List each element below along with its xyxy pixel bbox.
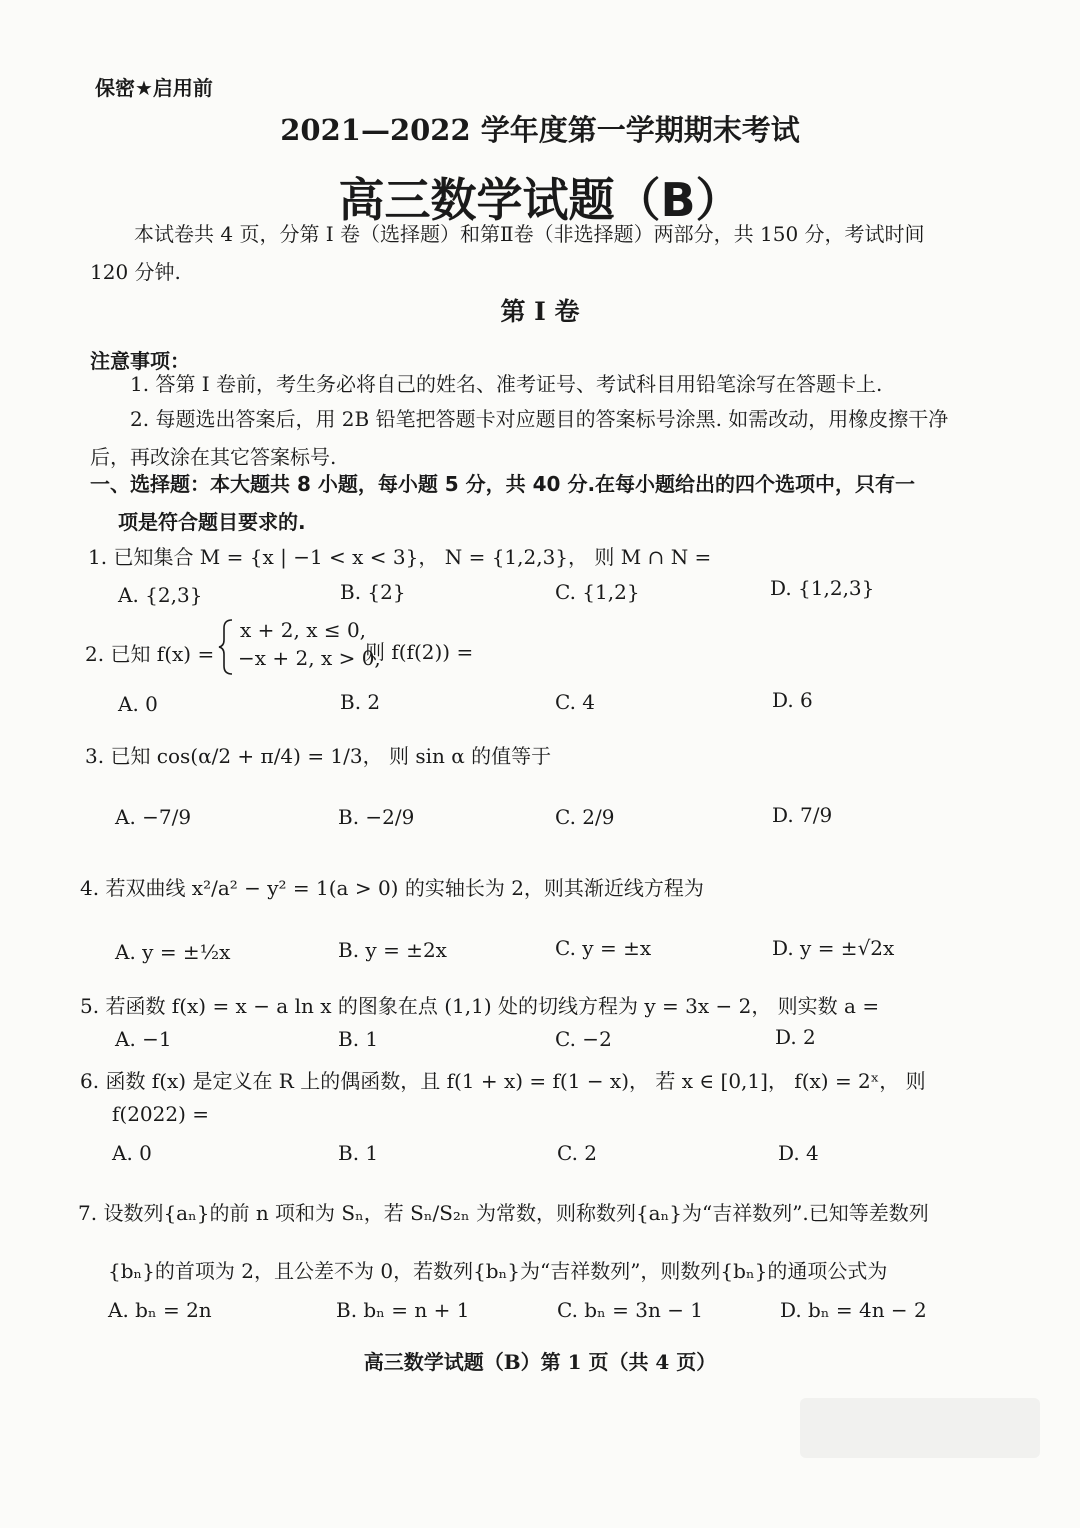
question-3: 3. 已知 cos(α/2 + π/4) = 1/3， 则 sin α 的值等于 bbox=[85, 744, 552, 768]
question-6-line-2: f(2022) = bbox=[112, 1102, 210, 1126]
q7-option-c: C. bₙ = 3n − 1 bbox=[557, 1298, 704, 1322]
notes-heading: 注意事项： bbox=[90, 349, 190, 373]
intro-paragraph: 本试卷共 4 页，分第 I 卷（选择题）和第Ⅱ卷（非选择题）两部分，共 150 分，考试时间 120 分钟. bbox=[90, 222, 925, 284]
q2-option-c: C. 4 bbox=[555, 690, 596, 714]
q3-option-d: D. 7/9 bbox=[772, 803, 833, 827]
note-1: 1. 答第 I 卷前，考生务必将自己的姓名、准考证号、考试科目用铅笔涂写在答题卡上. bbox=[130, 372, 883, 396]
q4-option-c: C. y = ±x bbox=[555, 936, 652, 960]
question-7-line-2: {bₙ}的首项为 2，且公差不为 0，若数列{bₙ}为“吉祥数列”，则数列{bₙ}的通项公式为 bbox=[108, 1259, 888, 1283]
section-heading-line-1: 一、选择题：本大题共 8 小题，每小题 5 分，共 40 分.在每小题给出的四个选项中，只有一 bbox=[90, 472, 916, 496]
q2-case-1: x + 2, x ≤ 0, bbox=[240, 618, 367, 642]
q3-option-b: B. −2/9 bbox=[338, 805, 415, 829]
q5-option-a: A. −1 bbox=[115, 1027, 172, 1051]
q6-option-a: A. 0 bbox=[112, 1141, 152, 1165]
volume-heading: 第 I 卷 bbox=[500, 297, 580, 326]
q7-option-d: D. bₙ = 4n − 2 bbox=[780, 1298, 927, 1322]
q1-option-a: A. {2,3} bbox=[118, 583, 203, 607]
q5-option-b: B. 1 bbox=[338, 1027, 379, 1051]
q7-option-b: B. bₙ = n + 1 bbox=[336, 1298, 470, 1322]
exam-title: 2021—2022 学年度第一学期期末考试 bbox=[280, 113, 800, 147]
q6-option-c: C. 2 bbox=[557, 1141, 598, 1165]
q2-option-d: D. 6 bbox=[772, 688, 813, 712]
q2-option-b: B. 2 bbox=[340, 690, 381, 714]
question-6: 6. 函数 f(x) 是定义在 R 上的偶函数，且 f(1 + x) = f(1 − x)， 若 x ∈ [0,1]， f(x) = 2ˣ， 则 bbox=[80, 1069, 926, 1093]
confidential-mark: 保密★启用前 bbox=[95, 76, 213, 100]
q1-option-c: C. {1,2} bbox=[555, 580, 640, 604]
question-2-suffix: 则 f(f(2)) = bbox=[365, 640, 474, 664]
question-1: 1. 已知集合 M = {x | −1 < x < 3}， N = {1,2,3}， 则 M ∩ N = bbox=[88, 545, 712, 569]
q6-option-b: B. 1 bbox=[338, 1141, 379, 1165]
q1-option-b: B. {2} bbox=[340, 580, 406, 604]
q3-option-a: A. −7/9 bbox=[115, 805, 192, 829]
q5-option-d: D. 2 bbox=[775, 1025, 816, 1049]
note-2: 2. 每题选出答案后，用 2B 铅笔把答题卡对应题目的答案标号涂黑. 如需改动，用橡皮擦干净后，再改涂在其它答案标号. bbox=[90, 407, 949, 469]
scan-smudge bbox=[800, 1398, 1040, 1458]
page-footer: 高三数学试题（B）第 1 页（共 4 页） bbox=[363, 1350, 717, 1374]
question-2-prefix: 2. 已知 f(x) = bbox=[85, 642, 215, 666]
q6-option-d: D. 4 bbox=[778, 1141, 819, 1165]
question-4: 4. 若双曲线 x²/a² − y² = 1(a > 0) 的实轴长为 2，则其渐近线方程为 bbox=[80, 876, 704, 900]
question-5: 5. 若函数 f(x) = x − a ln x 的图象在点 (1,1) 处的切线方程为 y = 3x − 2， 则实数 a = bbox=[80, 994, 880, 1018]
q3-option-c: C. 2/9 bbox=[555, 805, 615, 829]
q2-option-a: A. 0 bbox=[118, 692, 158, 716]
q4-option-d: D. y = ±√2x bbox=[772, 936, 895, 960]
q4-option-a: A. y = ±½x bbox=[115, 940, 231, 964]
q1-option-d: D. {1,2,3} bbox=[770, 576, 875, 600]
section-heading-line-2: 项是符合题目要求的. bbox=[118, 510, 306, 534]
q7-option-a: A. bₙ = 2n bbox=[108, 1298, 212, 1322]
question-7: 7. 设数列{aₙ}的前 n 项和为 Sₙ，若 Sₙ/S₂ₙ 为常数，则称数列{aₙ}为“吉祥数列”.已知等差数列 bbox=[78, 1201, 929, 1225]
subject-title: 高三数学试题（B） bbox=[338, 173, 742, 227]
q4-option-b: B. y = ±2x bbox=[338, 938, 447, 962]
left-brace-icon bbox=[218, 618, 236, 676]
q5-option-c: C. −2 bbox=[555, 1027, 612, 1051]
q2-case-2: −x + 2, x > 0, bbox=[238, 646, 381, 670]
section-heading bbox=[90, 465, 960, 541]
